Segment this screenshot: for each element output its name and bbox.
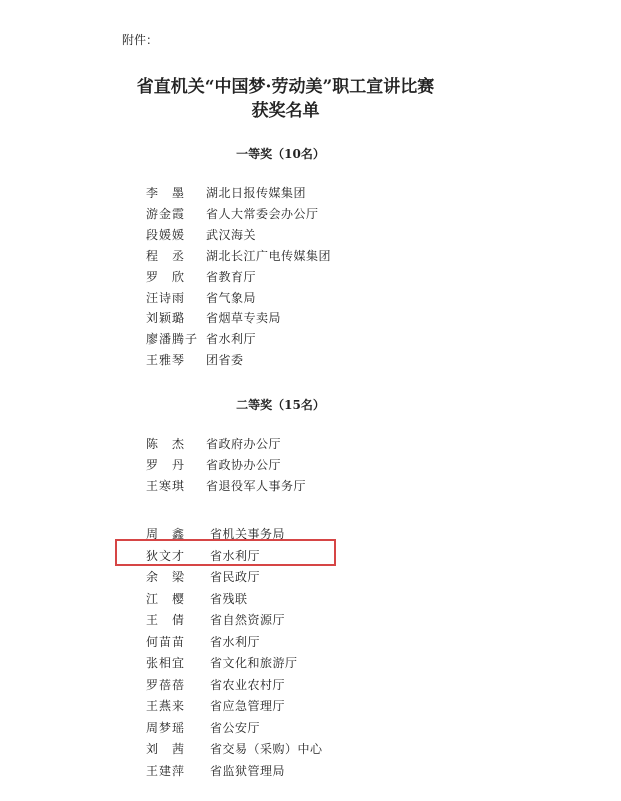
awardee-name: 何苗苗 — [146, 634, 186, 649]
awardee-name: 王建萍 — [146, 763, 186, 778]
awardee-organization: 省烟草专卖局 — [206, 311, 282, 326]
highlight-box — [115, 539, 336, 566]
awardee-name: 周 鑫 — [146, 527, 186, 541]
awardee-organization: 团省委 — [206, 353, 244, 368]
list-item — [146, 329, 446, 349]
list-item — [146, 761, 446, 781]
list-item — [146, 350, 446, 370]
awardee-name: 罗蓓蓓 — [146, 677, 186, 692]
awardee-name: 王寒琪 — [146, 479, 186, 493]
awardee-organization: 省应急管理厅 — [210, 699, 286, 713]
awardee-organization: 省监狱管理局 — [210, 763, 286, 778]
document-subtitle: 获奖名单 — [251, 101, 320, 121]
second-prize-heading: 二等奖（15名） — [236, 398, 325, 412]
list-item — [146, 455, 446, 475]
awardee-name: 罗 欣 — [146, 269, 186, 284]
awardee-name: 罗 丹 — [146, 458, 186, 472]
awardee-name: 江 樱 — [146, 591, 186, 606]
awardee-organization: 省农业农村厅 — [210, 677, 286, 692]
awardee-name: 王雅琴 — [146, 353, 186, 368]
list-item — [146, 739, 446, 759]
awardee-name: 程 丞 — [146, 248, 186, 263]
list-item — [146, 675, 446, 695]
awardee-organization: 武汉海关 — [206, 227, 257, 242]
list-item — [146, 204, 446, 224]
awardee-organization: 省机关事务局 — [210, 527, 286, 541]
awardee-name: 游金霞 — [146, 206, 186, 221]
awardee-organization: 省交易（采购）中心 — [210, 742, 323, 756]
list-item — [146, 476, 446, 496]
awardee-name: 王燕来 — [146, 699, 186, 713]
list-item — [146, 718, 446, 738]
attachment-label: 附件： — [122, 33, 159, 47]
list-item — [146, 308, 446, 328]
awardee-organization: 省水利厅 — [210, 548, 261, 563]
list-item — [146, 267, 446, 287]
awardee-organization: 湖北日报传媒集团 — [206, 186, 307, 200]
list-item — [146, 183, 446, 203]
list-item — [146, 589, 446, 609]
document-title: 省直机关“中国梦·劳动美”职工宣讲比赛 — [136, 77, 435, 97]
list-item — [146, 225, 446, 245]
awardee-organization: 湖北长江广电传媒集团 — [206, 248, 332, 263]
awardee-organization: 省水利厅 — [206, 332, 257, 347]
list-item — [146, 434, 446, 454]
awardee-organization: 省公安厅 — [210, 720, 261, 735]
awardee-name: 李 墨 — [146, 186, 186, 200]
awardee-name: 余 梁 — [146, 570, 186, 584]
awardee-name: 王 倩 — [146, 613, 186, 627]
awardee-organization: 省政协办公厅 — [206, 458, 282, 472]
awardee-name: 刘 茜 — [146, 742, 186, 756]
list-item — [146, 567, 446, 587]
awardee-name: 狄文才 — [146, 548, 186, 563]
awardee-organization: 省民政厅 — [210, 570, 261, 584]
awardee-name: 张相宜 — [146, 656, 186, 670]
awardee-name: 周梦瑶 — [146, 720, 186, 735]
awardee-name: 汪诗雨 — [146, 290, 186, 305]
awardee-name: 段媛媛 — [146, 227, 186, 242]
awardee-organization: 省人大常委会办公厅 — [206, 206, 319, 221]
awardee-organization: 省政府办公厅 — [206, 437, 282, 451]
awardee-organization: 省残联 — [210, 591, 248, 606]
list-item — [146, 610, 446, 630]
list-item — [146, 632, 446, 652]
awardee-name: 陈 杰 — [146, 437, 186, 451]
awardee-name: 廖潘腾子 — [146, 332, 199, 347]
awardee-name: 刘颖璐 — [146, 311, 186, 326]
list-item — [146, 246, 446, 266]
first-prize-heading: 一等奖（10名） — [236, 147, 325, 161]
awardee-organization: 省水利厅 — [210, 634, 261, 649]
list-item — [146, 288, 446, 308]
awardee-organization: 省文化和旅游厅 — [210, 656, 298, 670]
awardee-organization: 省气象局 — [206, 290, 257, 305]
awardee-organization: 省退役军人事务厅 — [206, 479, 307, 493]
list-item — [146, 653, 446, 673]
awardee-organization: 省自然资源厅 — [210, 613, 286, 627]
awardee-organization: 省教育厅 — [206, 269, 257, 284]
list-item — [146, 696, 446, 716]
